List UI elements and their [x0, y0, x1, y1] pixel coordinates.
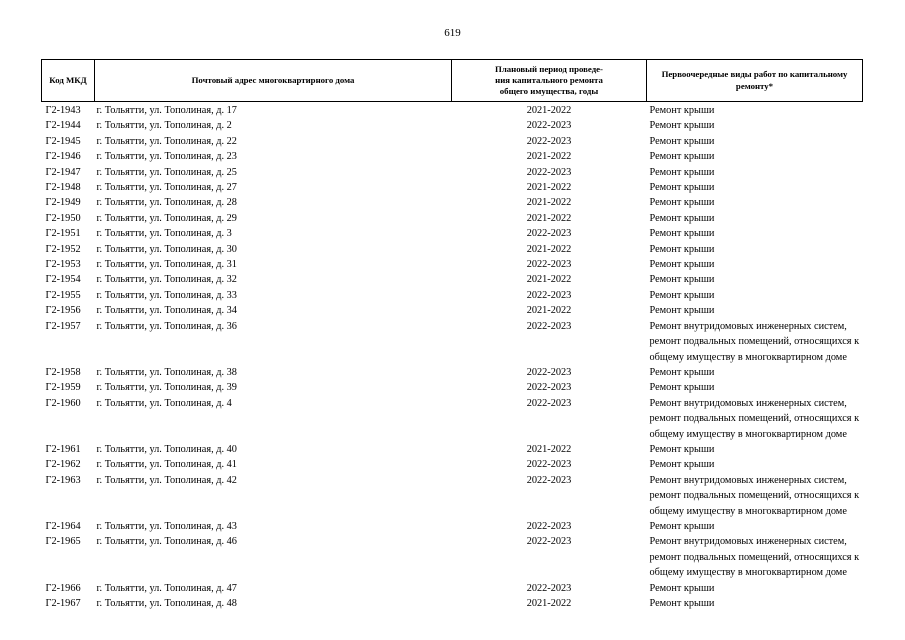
row-address: г. Тольятти, ул. Тополиная, д. 36: [96, 320, 237, 332]
row-works: [647, 211, 863, 226]
buildings-table: [41, 59, 863, 611]
row-works-line: общему имуществу в многоквартирном доме: [649, 351, 847, 363]
row-address: г. Тольятти, ул. Тополиная, д. 25: [96, 166, 237, 178]
table-row: [42, 180, 863, 195]
row-code: Г2-1950: [45, 212, 81, 224]
row-works: [647, 242, 863, 257]
row-period: 2021-2022: [526, 212, 572, 224]
header-period: [452, 60, 647, 102]
row-works: [647, 519, 863, 534]
table-row: [42, 365, 863, 380]
row-code: Г2-1967: [45, 598, 81, 609]
row-period: 2021-2022: [526, 598, 572, 609]
row-works-line: Ремонт крыши: [649, 520, 715, 532]
row-works-line: Ремонт крыши: [649, 105, 715, 116]
table-row: [42, 380, 863, 395]
row-address: г. Тольятти, ул. Тополиная, д. 31: [96, 259, 237, 271]
row-period: 2022-2023: [526, 166, 572, 178]
row-works-line: Ремонт крыши: [649, 135, 715, 147]
row-period: 2021-2022: [526, 243, 572, 255]
table-row: [42, 442, 863, 457]
row-works-line: Ремонт крыши: [649, 166, 715, 178]
row-address: г. Тольятти, ул. Тополиная, д. 22: [96, 135, 237, 147]
row-period: 2021-2022: [526, 105, 572, 116]
row-works-line: Ремонт крыши: [649, 197, 715, 209]
table-row: [42, 473, 863, 519]
table-row: [42, 534, 863, 580]
row-works-line: ремонт подвальных помещений, относящихся к: [649, 336, 860, 348]
row-works-line: ремонт подвальных помещений, относящихся к: [649, 413, 860, 425]
row-works: [647, 257, 863, 272]
row-code: Г2-1963: [45, 474, 81, 486]
table-row: [42, 211, 863, 226]
row-period: 2022-2023: [526, 520, 572, 532]
table-row: [42, 288, 863, 303]
header-period-line: общего имущества, годы: [499, 86, 599, 97]
row-address: г. Тольятти, ул. Тополиная, д. 33: [96, 289, 237, 301]
row-address: г. Тольятти, ул. Тополиная, д. 41: [96, 459, 237, 471]
row-code: Г2-1949: [45, 197, 81, 209]
header-works-line: ремонту*: [735, 80, 774, 91]
row-works: [647, 272, 863, 287]
row-works: [647, 149, 863, 164]
row-code: Г2-1955: [45, 289, 81, 301]
row-works: [647, 165, 863, 180]
header-period-line: Плановый период проведе-: [494, 63, 603, 74]
row-works-line: Ремонт крыши: [649, 382, 715, 394]
row-address: г. Тольятти, ул. Тополиная, д. 3: [96, 228, 232, 240]
row-code: Г2-1944: [45, 120, 81, 132]
table-body: [42, 102, 863, 612]
row-code: Г2-1945: [45, 135, 81, 147]
row-works-line: Ремонт крыши: [649, 120, 715, 132]
table-row: [42, 596, 863, 611]
row-works-line: Ремонт крыши: [649, 582, 715, 594]
row-period: 2022-2023: [526, 366, 572, 378]
row-period: 2022-2023: [526, 474, 572, 486]
row-works-line: общему имуществу в многоквартирном доме: [649, 428, 847, 440]
row-works: [647, 596, 863, 611]
header-works-line: Первоочередные виды работ по капитальному: [661, 69, 848, 80]
row-works-line: общему имуществу в многоквартирном доме: [649, 505, 847, 517]
row-works-line: Ремонт внутридомовых инженерных систем,: [649, 320, 847, 332]
row-works: [647, 195, 863, 210]
row-address: г. Тольятти, ул. Тополиная, д. 29: [96, 212, 237, 224]
row-address: г. Тольятти, ул. Тополиная, д. 28: [96, 197, 237, 209]
table-row: [42, 396, 863, 442]
row-address: г. Тольятти, ул. Тополиная, д. 2: [96, 120, 232, 132]
row-period: 2022-2023: [526, 320, 572, 332]
row-code: Г2-1957: [45, 320, 81, 332]
row-period: 2022-2023: [526, 289, 572, 301]
row-works: [647, 118, 863, 133]
row-works-line: Ремонт крыши: [649, 212, 715, 224]
row-code: Г2-1948: [45, 182, 81, 194]
row-works-line: Ремонт крыши: [649, 598, 715, 609]
row-works: [647, 442, 863, 457]
row-address: г. Тольятти, ул. Тополиная, д. 39: [96, 382, 237, 394]
row-address: г. Тольятти, ул. Тополиная, д. 42: [96, 474, 237, 486]
row-works-line: Ремонт внутридомовых инженерных систем,: [649, 536, 847, 548]
table-row: [42, 149, 863, 164]
row-code: Г2-1958: [45, 366, 81, 378]
row-works-line: Ремонт крыши: [649, 289, 715, 301]
row-address: г. Тольятти, ул. Тополиная, д. 23: [96, 151, 237, 163]
row-code: Г2-1954: [45, 274, 81, 286]
row-address: г. Тольятти, ул. Тополиная, д. 4: [96, 397, 232, 409]
row-period: 2022-2023: [526, 582, 572, 594]
row-period: 2022-2023: [526, 459, 572, 471]
row-period: 2021-2022: [526, 151, 572, 163]
table-row: [42, 242, 863, 257]
row-period: 2021-2022: [526, 443, 572, 455]
row-address: г. Тольятти, ул. Тополиная, д. 30: [96, 243, 237, 255]
row-works: [647, 380, 863, 395]
row-period: 2021-2022: [526, 197, 572, 209]
row-works: [647, 226, 863, 241]
header-works: [647, 60, 863, 102]
row-works: [647, 319, 863, 365]
row-address: г. Тольятти, ул. Тополиная, д. 40: [96, 443, 237, 455]
row-works: [647, 581, 863, 596]
row-code: Г2-1960: [45, 397, 81, 409]
row-code: Г2-1947: [45, 166, 81, 178]
row-address: г. Тольятти, ул. Тополиная, д. 48: [96, 598, 237, 609]
row-works-line: Ремонт крыши: [649, 151, 715, 163]
row-code: Г2-1962: [45, 459, 81, 471]
row-works-line: Ремонт крыши: [649, 459, 715, 471]
table-row: [42, 118, 863, 133]
row-works-line: общему имуществу в многоквартирном доме: [649, 567, 847, 579]
row-period: 2022-2023: [526, 228, 572, 240]
table-row: [42, 319, 863, 365]
row-address: г. Тольятти, ул. Тополиная, д. 43: [96, 520, 237, 532]
table-row: [42, 165, 863, 180]
row-address: г. Тольятти, ул. Тополиная, д. 47: [96, 582, 237, 594]
row-address: г. Тольятти, ул. Тополиная, д. 32: [96, 274, 237, 286]
row-works: [647, 180, 863, 195]
row-works-line: Ремонт крыши: [649, 366, 715, 378]
row-works: [647, 134, 863, 149]
table-row: [42, 102, 863, 119]
row-address: г. Тольятти, ул. Тополиная, д. 27: [96, 182, 237, 194]
row-address: г. Тольятти, ул. Тополиная, д. 38: [96, 366, 237, 378]
row-period: 2021-2022: [526, 305, 572, 317]
row-period: 2021-2022: [526, 182, 572, 194]
row-period: 2022-2023: [526, 536, 572, 548]
table-row: [42, 272, 863, 287]
row-works-line: Ремонт внутридомовых инженерных систем,: [649, 474, 847, 486]
table-row: [42, 581, 863, 596]
row-code: Г2-1959: [45, 382, 81, 394]
row-period: 2022-2023: [526, 397, 572, 409]
row-works-line: Ремонт крыши: [649, 443, 715, 455]
row-code: Г2-1951: [45, 228, 81, 240]
row-works: [647, 534, 863, 580]
row-code: Г2-1952: [45, 243, 81, 255]
header-period-line: ния капитального ремонта: [495, 74, 603, 85]
table-row: [42, 303, 863, 318]
row-works: [647, 303, 863, 318]
header-code: Код МКД: [42, 60, 95, 102]
row-address: г. Тольятти, ул. Тополиная, д. 34: [96, 305, 237, 317]
table-row: [42, 195, 863, 210]
table-header-row: [42, 60, 863, 102]
table-row: [42, 457, 863, 472]
row-code: Г2-1953: [45, 259, 81, 271]
row-works: [647, 102, 863, 119]
row-period: 2022-2023: [526, 135, 572, 147]
row-address: г. Тольятти, ул. Тополиная, д. 46: [96, 536, 237, 548]
row-works-line: ремонт подвальных помещений, относящихся к: [649, 490, 860, 502]
row-works-line: Ремонт крыши: [649, 274, 715, 286]
row-works-line: Ремонт крыши: [649, 228, 715, 240]
row-works: [647, 365, 863, 380]
row-period: 2022-2023: [526, 120, 572, 132]
row-code: Г2-1946: [45, 151, 81, 163]
row-code: Г2-1961: [45, 443, 81, 455]
row-code: Г2-1966: [45, 582, 81, 594]
table-row: [42, 134, 863, 149]
row-works: [647, 473, 863, 519]
row-works: [647, 457, 863, 472]
row-address: г. Тольятти, ул. Тополиная, д. 17: [96, 105, 237, 116]
table-row: [42, 519, 863, 534]
row-works-line: ремонт подвальных помещений, относящихся к: [649, 551, 860, 563]
row-period: 2021-2022: [526, 274, 572, 286]
row-works: [647, 396, 863, 442]
row-works: [647, 288, 863, 303]
row-code: Г2-1943: [45, 105, 81, 116]
row-code: Г2-1965: [45, 536, 81, 548]
row-works-line: Ремонт крыши: [649, 243, 715, 255]
header-address: Почтовый адрес многоквартирного дома: [95, 60, 452, 102]
row-code: Г2-1956: [45, 305, 81, 317]
row-works-line: Ремонт крыши: [649, 305, 715, 317]
row-works-line: Ремонт крыши: [649, 182, 715, 194]
row-works-line: Ремонт крыши: [649, 259, 715, 271]
row-works-line: Ремонт внутридомовых инженерных систем,: [649, 397, 847, 409]
table-row: [42, 226, 863, 241]
row-period: 2022-2023: [526, 382, 572, 394]
row-period: 2022-2023: [526, 259, 572, 271]
page-number: 619: [444, 27, 461, 39]
row-code: Г2-1964: [45, 520, 81, 532]
table-row: [42, 257, 863, 272]
